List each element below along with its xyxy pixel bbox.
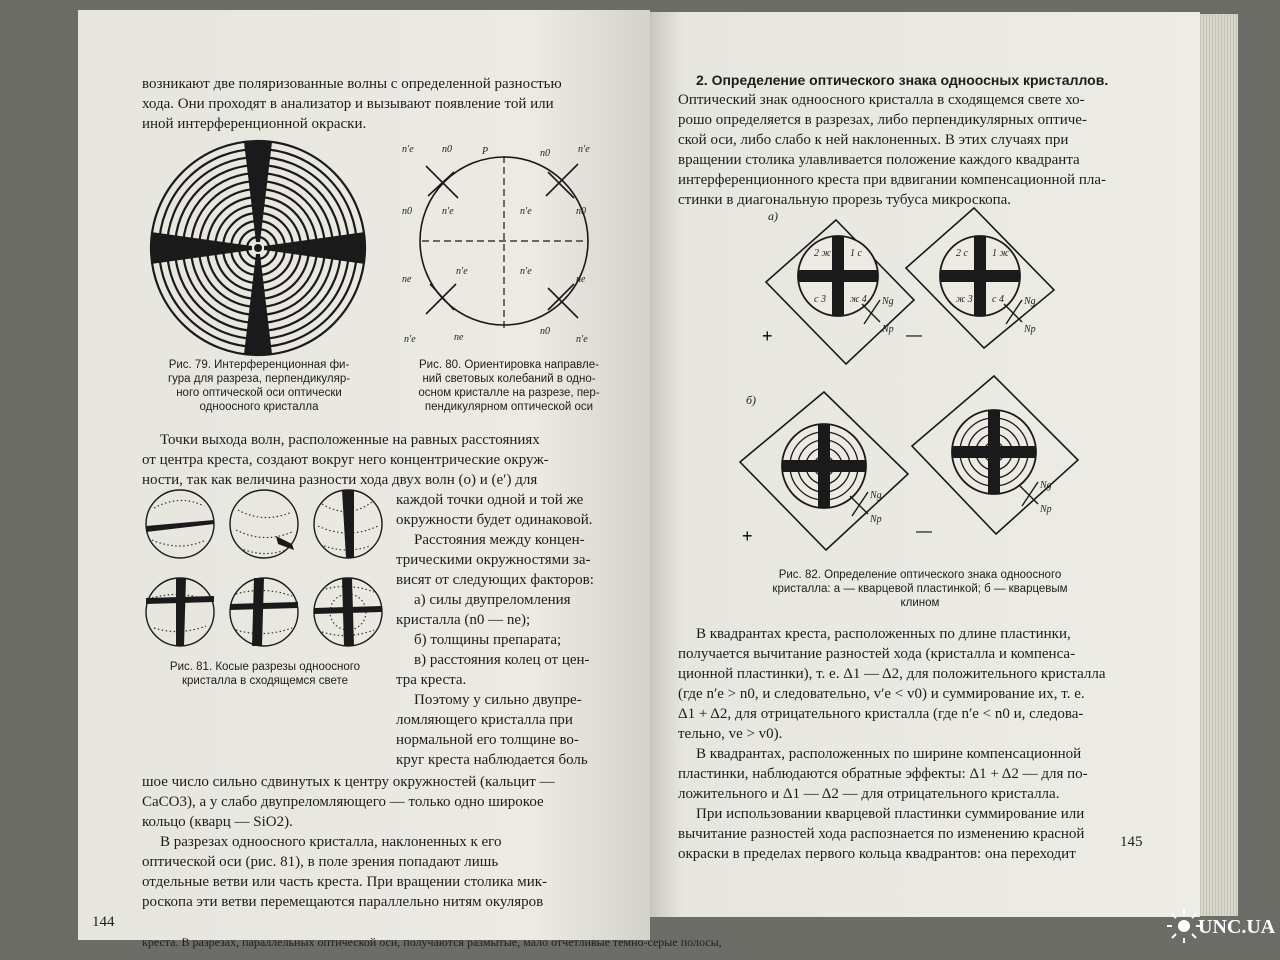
text-line: Точки выхода волн, расположенные на равных расстояниях [160, 432, 540, 448]
label-np: Np [870, 514, 882, 525]
figure-82-optical-sign [740, 204, 1160, 564]
label-n0: n0 [540, 148, 550, 159]
text-line: интерференционного креста при вдвигании компенсационной пла- [678, 172, 1106, 188]
text-line: Поэтому у сильно двупре- [414, 692, 582, 708]
text-line: отдельные ветви или часть креста. При вращении столика мик- [142, 874, 548, 890]
caption-line: гура для разреза, перпендикуляр- [167, 373, 351, 385]
text-line: Оптический знак одноосного кристалла в сходящемся свете хо- [678, 92, 1085, 108]
text-line: получается вычитание разностей хода (кристалла и компенса- [678, 646, 1076, 662]
quadrant-label: ж 3 [956, 294, 973, 305]
caption-line: пендикулярном оптической оси [424, 401, 594, 413]
text-line: В разрезах одноосного кристалла, наклоненных к его [160, 834, 502, 850]
quadrant-label: 1 ж [992, 248, 1009, 259]
label-ng: Ng [1040, 480, 1052, 491]
quadrant-label: 1 с [850, 248, 862, 259]
caption-line: кристалла: а — кварцевой пластинкой; б — кварцевым [772, 583, 1068, 595]
watermark-text: UNC.UA [1198, 916, 1276, 938]
figure-79-interference-figure [148, 142, 368, 354]
right-page [650, 12, 1200, 917]
caption-line: Рис. 81. Косые разрезы одноосного [169, 661, 361, 673]
text-line: вычитание разностей хода распознается по изменению красной [678, 826, 1085, 842]
watermark [1170, 900, 1280, 952]
figure-80-orientation-diagram [398, 138, 618, 348]
label-np: Np [1040, 504, 1052, 515]
caption-line: Рис. 82. Определение оптического знака одноосного [778, 569, 1062, 581]
label-n0: n0 [576, 206, 586, 217]
sun-logo-icon [1170, 900, 1280, 952]
caption-line: кристалла в сходящемся свете [182, 675, 348, 687]
label-ne-prime: n′e [576, 334, 588, 345]
text-line: в) расстояния колец от цен- [414, 652, 590, 668]
sign-minus: — [906, 327, 922, 344]
text-line: а) силы двупреломления [414, 592, 571, 608]
text-line: вращении столика улавливается положение каждого квадранта [678, 152, 1080, 168]
label-np: Np [882, 324, 894, 335]
label-ne-prime: n′e [520, 266, 532, 277]
text-line: Δ1 + Δ2, для отрицательного кристалла (где n′e < n0 и, следова- [678, 706, 1084, 722]
sign-plus: + [762, 326, 773, 346]
text-line: окружности будет одинаковой. [396, 512, 593, 528]
text-line: ской оси, либо слабо к ней наклоненных. В этих случаях при [678, 132, 1069, 148]
page-number: 144 [92, 914, 115, 930]
label-ne-prime: n′e [456, 266, 468, 277]
label-ne: ne [454, 332, 464, 343]
section-heading: 2. Определение оптического знака одноосных кристаллов. [696, 72, 1109, 88]
text-line: хода. Они проходят в анализатор и вызывают появление той или [142, 96, 554, 112]
label-ne-prime: n′e [520, 206, 532, 217]
text-line: кольцо (кварц — SiO2). [142, 814, 293, 830]
text-line: иной интерференционной окраски. [142, 116, 367, 132]
text-line: ломляющего кристалла при [396, 712, 573, 728]
plate-a-minus [940, 236, 1020, 316]
caption-line: Рис. 80. Ориентировка направле- [419, 359, 599, 371]
label-ng: Ng [870, 490, 882, 501]
label-n0: n0 [442, 144, 452, 155]
caption-line: Рис. 79. Интерференционная фи- [168, 359, 350, 371]
quadrant-label: 2 с [956, 248, 968, 259]
text-line: от центра креста, создают вокруг него концентрические окруж- [142, 452, 549, 468]
sign-plus: + [742, 526, 753, 546]
plate-a-plus [798, 236, 878, 316]
label-ne: ne [576, 274, 586, 285]
plate-b-minus [952, 410, 1036, 494]
page-number: 145 [1120, 834, 1143, 850]
text-line: рошо определяется в разрезах, либо перпендикулярных оптиче- [678, 112, 1087, 128]
text-line: CaCO3), а у слабо двупреломляющего — только одно широкое [142, 794, 544, 810]
label-p: P [482, 146, 489, 157]
text-line: В квадрантах, расположенных по ширине компенсационной [696, 746, 1082, 762]
text-line: висят от следующих факторов: [396, 572, 594, 588]
label-n0: n0 [540, 326, 550, 337]
label-ne-prime: n′e [578, 144, 590, 155]
label-ne-prime: n′e [404, 334, 416, 345]
text-line: стинки в диагональную прорезь тубуса микроскопа. [678, 192, 1012, 208]
text-line: креста. В разрезах, параллельных оптической оси, получаются размытые, мало отчетливые темно-серые полосы, [142, 935, 722, 949]
text-line: круг креста наблюдается боль [396, 752, 588, 768]
text-line: тра креста. [396, 672, 467, 688]
text-line: шое число сильно сдвинутых к центру окружностей (кальцит — [142, 774, 555, 790]
left-page [78, 10, 722, 949]
text-line: ционной пластинки), т. е. Δ1 — Δ2, для положительного кристалла [678, 666, 1106, 682]
text-line: тельно, ve > v0). [678, 726, 783, 742]
caption-line: одноосного кристалла [199, 401, 319, 413]
label-b: б) [746, 393, 757, 407]
sign-minus: — [916, 523, 932, 540]
text-line: оптической оси (рис. 81), в поле зрения попадают лишь [142, 854, 499, 870]
plate-b-plus [782, 424, 866, 508]
label-ng: Ng [882, 296, 894, 307]
text-line: трическими окружностями за- [396, 552, 591, 568]
caption-line: ного оптической оси оптически [176, 387, 342, 399]
label-ng: Ng [1024, 296, 1036, 307]
text-line: возникают две поляризованные волны с определенной разностью [142, 76, 562, 92]
text-line: Расстояния между концен- [414, 532, 585, 548]
caption-line: клином [900, 597, 940, 609]
label-ne: ne [402, 274, 412, 285]
label-a: а) [768, 209, 778, 223]
text-line: ности, так как величина разности хода двух волн (o) и (e′) для [142, 472, 538, 488]
quadrant-label: с 4 [992, 294, 1004, 305]
caption-line: ний световых колебаний в одно- [422, 373, 596, 385]
text-line: кристалла (n0 — ne); [396, 612, 531, 628]
text-line: ложительного и Δ1 — Δ2 — для отрицательного кристалла. [678, 786, 1060, 802]
text-line: б) толщины препарата; [414, 632, 562, 648]
text-line: окраски в пределах первого кольца квадрантов: она переходит [678, 846, 1076, 862]
quadrant-label: 2 ж [814, 248, 831, 259]
text-line: роскопа эти ветви перемещаются параллельно нитям окуляров [142, 894, 544, 910]
text-line: (где n′e > n0, и следовательно, v′e < v0) и суммирование их, т. е. [678, 686, 1085, 702]
text-line: каждой точки одной и той же [396, 492, 584, 508]
text-line: В квадрантах креста, расположенных по длине пластинки, [696, 626, 1071, 642]
quadrant-label: ж 4 [850, 294, 867, 305]
label-n0: n0 [402, 206, 412, 217]
label-np: Np [1024, 324, 1036, 335]
figure-81-oblique-sections [142, 490, 392, 660]
label-ne-prime: n′e [442, 206, 454, 217]
label-ne-prime: n′e [402, 144, 414, 155]
quadrant-label: с 3 [814, 294, 826, 305]
caption-line: осном кристалле на разрезе, пер- [418, 387, 600, 399]
page-edges [1198, 14, 1238, 916]
text-line: пластинки, наблюдаются обратные эффекты: Δ1 + Δ2 — для по- [678, 766, 1088, 782]
text-line: нормальной его толщине во- [396, 732, 579, 748]
text-line: При использовании кварцевой пластинки суммирование или [696, 806, 1085, 822]
